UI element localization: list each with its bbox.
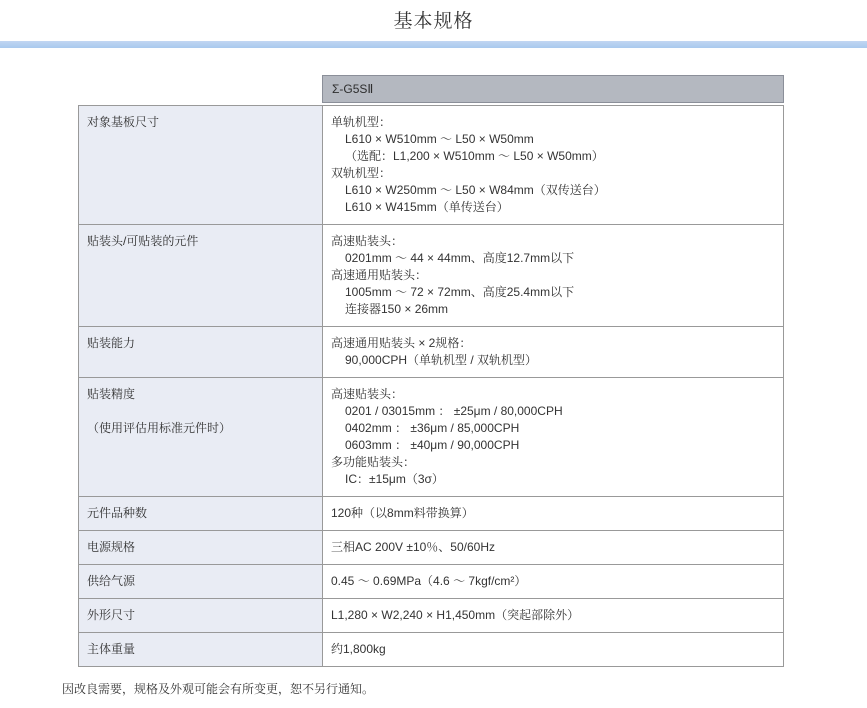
spec-value-line: 高速贴装头：: [331, 387, 404, 401]
spec-label: [79, 327, 323, 377]
spec-label-line: 贴装精度: [87, 387, 136, 401]
spec-row: [79, 378, 783, 497]
spec-value: [323, 531, 783, 564]
spec-row: [79, 531, 783, 565]
spec-value-line: 高速通用贴装头 × 2规格：: [331, 336, 472, 350]
spec-label: [79, 565, 323, 598]
spec-label-line: 贴装头/可贴装的元件: [87, 234, 199, 248]
spec-row: [79, 106, 783, 225]
spec-row: [79, 633, 783, 666]
spec-label: [79, 378, 323, 496]
spec-table: [78, 75, 784, 667]
spec-row: [79, 327, 783, 378]
spec-value-line: 1005mm ～ 72 × 72mm、高度25.4mm以下: [345, 285, 575, 299]
spec-row: [79, 565, 783, 599]
spec-value: [323, 497, 783, 530]
spec-value-line: 多功能贴装头：: [331, 455, 416, 469]
model-header-row: [322, 75, 784, 103]
spec-value-line: 约1,800kg: [331, 642, 386, 656]
spec-value-line: 0201mm ～ 44 × 44mm、高度12.7mm以下: [345, 251, 575, 265]
spec-value: [323, 225, 783, 326]
spec-value-line: 单轨机型：: [331, 115, 392, 129]
spec-row: [79, 599, 783, 633]
spec-label: [79, 225, 323, 326]
spec-value-line: 120种（以8mm料带换算）: [331, 506, 474, 520]
spec-label-line: 外形尺寸: [87, 608, 136, 622]
spec-label-line: 元件品种数: [87, 506, 148, 520]
spec-value-line: IC：±15μm（3σ）: [345, 472, 444, 486]
spec-label-line: 主体重量: [87, 642, 136, 656]
spec-label-line: （使用评估用标准元件时）: [87, 421, 232, 435]
spec-table-body: [78, 105, 784, 667]
spec-value-line: 0402mm ： ±36μm / 85,000CPH: [345, 421, 520, 435]
spec-value-line: 90,000CPH（单轨机型 / 双轨机型）: [345, 353, 538, 367]
page-title: 基本规格: [393, 11, 474, 32]
spec-value: [323, 565, 783, 598]
spec-value-line: 0.45 ～ 0.69MPa（4.6 ～ 7kgf/cm²）: [331, 574, 527, 588]
section-divider-bar: [0, 41, 867, 48]
spec-value-line: 高速通用贴装头：: [331, 268, 428, 282]
spec-value-line: L610 × W510mm ～ L50 × W50mm: [345, 132, 534, 146]
spec-value: [323, 633, 783, 666]
spec-label: [79, 599, 323, 632]
spec-label: [79, 531, 323, 564]
spec-value-line: L610 × W250mm ～ L50 × W84mm（双传送台）: [345, 183, 606, 197]
footnote: 因改良需要，规格及外观可能会有所变更，恕不另行通知。: [62, 682, 375, 696]
spec-row: [79, 497, 783, 531]
spec-value-line: 0603mm ： ±40μm / 90,000CPH: [345, 438, 520, 452]
spec-label-line: 供给气源: [87, 574, 136, 588]
spec-row: [79, 225, 783, 327]
spec-value-line: 高速贴装头：: [331, 234, 404, 248]
spec-label-line: 贴装能力: [87, 336, 136, 350]
spec-label: [79, 633, 323, 666]
spec-value-line: L1,280 × W2,240 × H1,450mm（突起部除外）: [331, 608, 580, 622]
spec-value: [323, 378, 783, 496]
spec-value-line: 连接器150 × 26mm: [345, 302, 449, 316]
spec-value-line: 三相AC 200V ±10％、50/60Hz: [331, 540, 495, 554]
spec-value: [323, 599, 783, 632]
spec-label-line: 对象基板尺寸: [87, 115, 160, 129]
spec-label: [79, 497, 323, 530]
spec-value-line: （选配：L1,200 × W510mm ～ L50 × W50mm）: [345, 149, 604, 163]
spec-label: [79, 106, 323, 224]
spec-value-line: 0201 / 03015mm ： ±25μm / 80,000CPH: [345, 404, 563, 418]
spec-value: [323, 327, 783, 377]
spec-value-line: 双轨机型：: [331, 166, 392, 180]
spec-value-line: L610 × W415mm（单传送台）: [345, 200, 509, 214]
spec-label-line: 电源规格: [87, 540, 136, 554]
spec-label-line: [87, 403, 314, 420]
model-header-cell: Σ-G5SⅡ: [322, 75, 784, 103]
spec-value: [323, 106, 783, 224]
